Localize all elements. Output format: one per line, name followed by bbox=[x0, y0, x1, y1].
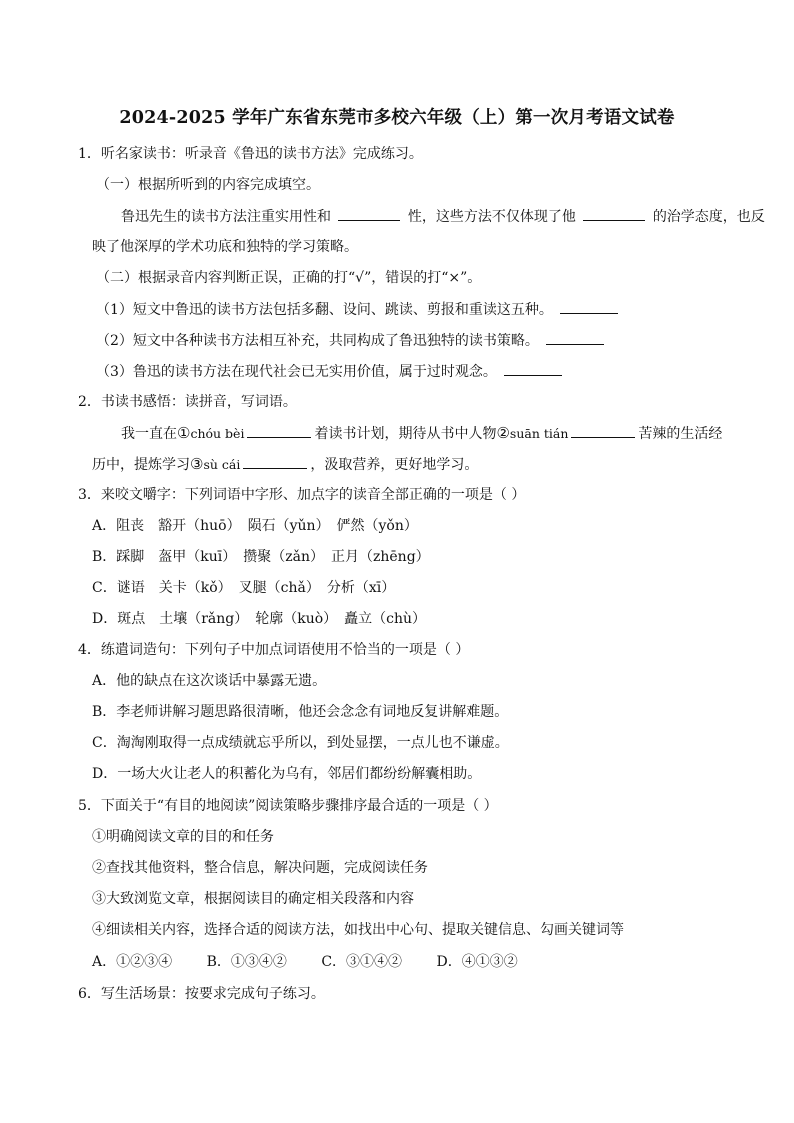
question-5-option-d[interactable]: D．④①③② bbox=[436, 954, 518, 970]
question-4-option-b[interactable]: B．李老师讲解习题思路很清晰，他还会念念有词地反复讲解难题。 bbox=[92, 704, 509, 720]
question-4-option-c[interactable]: C．淘淘刚取得一点成绩就忘乎所以，到处显摆，一点儿也不谦虚。 bbox=[92, 735, 509, 751]
fill-text-b: 性，这些方法不仅体现了他 bbox=[407, 209, 576, 225]
question-4-stem: 4．练遣词造句：下列句子中加点词语使用不恰当的一项是（ ） bbox=[78, 642, 470, 658]
question-5-option-b[interactable]: B．①③④② bbox=[206, 954, 287, 970]
pinyin-3: sù cái bbox=[203, 457, 241, 472]
question-3-option-c[interactable]: C．谜语 关卡（kǒ） 叉腿（chǎ） 分析（xī） bbox=[92, 580, 396, 596]
answer-blank[interactable] bbox=[546, 330, 604, 345]
question-5-option-a[interactable]: A．①②③④ bbox=[92, 954, 173, 970]
question-5-options bbox=[92, 952, 518, 972]
answer-blank[interactable] bbox=[504, 361, 562, 376]
answer-blank[interactable] bbox=[583, 206, 645, 221]
statement-3: （3）鲁迅的读书方法在现代社会已无实用价值，属于过时观念。 bbox=[96, 361, 565, 382]
pinyin-1: chóu bèi bbox=[190, 426, 245, 441]
answer-blank[interactable] bbox=[560, 299, 618, 314]
question-4-option-d[interactable]: D．一场大火让老人的积蓄化为乌有，邻居们都纷纷解囊相助。 bbox=[92, 766, 482, 782]
question-1-fill-cont: 映了他深厚的学术功底和独特的学习策略。 bbox=[92, 239, 358, 255]
question-1-part-1: （一）根据所听到的内容完成填空。 bbox=[96, 177, 320, 193]
question-5-step-3: ③大致浏览文章，根据阅读目的确定相关段落和内容 bbox=[92, 891, 414, 907]
question-1-fill-line bbox=[121, 206, 765, 227]
statement-2: （2）短文中各种读书方法相互补充，共同构成了鲁迅独特的读书策略。 bbox=[96, 330, 607, 351]
question-1-stem: 1．听名家读书：听录音《鲁迅的读书方法》完成练习。 bbox=[78, 146, 423, 162]
pinyin-2: suān tián bbox=[509, 426, 569, 441]
question-3-stem: 3．来咬文嚼字：下列词语中字形、加点字的读音全部正确的一项是（ ） bbox=[78, 487, 526, 503]
answer-blank[interactable] bbox=[243, 454, 307, 469]
fill-text-a: 鲁迅先生的读书方法注重实用性和 bbox=[121, 209, 331, 225]
question-5-stem: 5．下面关于“有目的地阅读”阅读策略步骤排序最合适的一项是（ ） bbox=[78, 798, 498, 814]
question-6-stem: 6．写生活场景：按要求完成句子练习。 bbox=[78, 986, 325, 1002]
question-2-line-2: 历中，提炼学习③sù cái ，汲取营养，更好地学习。 bbox=[92, 455, 479, 473]
answer-blank[interactable] bbox=[571, 423, 635, 438]
statement-1: （1）短文中鲁迅的读书方法包括多翻、设问、跳读、剪报和重读这五种。 bbox=[96, 299, 621, 320]
fill-text-c: 的治学态度，也反 bbox=[652, 209, 765, 225]
question-3-option-d[interactable]: D．斑点 土壤（rǎng） 轮廓（kuò） 矗立（chù） bbox=[92, 611, 427, 627]
question-4-option-a[interactable]: A．他的缺点在这次谈话中暴露无遗。 bbox=[92, 673, 327, 689]
question-2-stem: 2．书读书感悟：读拼音，写词语。 bbox=[78, 394, 297, 410]
question-5-option-c[interactable]: C．③①④② bbox=[321, 954, 403, 970]
answer-blank[interactable] bbox=[247, 423, 311, 438]
question-5-step-2: ②查找其他资料，整合信息，解决问题，完成阅读任务 bbox=[92, 860, 428, 876]
question-2-line-1: 我一直在①chóu bèi 着读书计划，期待从书中人物②suān tián 苦辣的生活经 bbox=[121, 424, 723, 442]
question-3-option-a[interactable]: A．阻丧 豁开（huō） 陨石（yǔn） 俨然（yǒn） bbox=[92, 518, 418, 534]
question-5-step-4: ④细读相关内容，选择合适的阅读方法，如找出中心句、提取关键信息、勾画关键词等 bbox=[92, 922, 624, 938]
question-1-part-2: （二）根据录音内容判断正误，正确的打“√”，错误的打“×”。 bbox=[96, 270, 482, 286]
page-title: 2024-2025 学年广东省东莞市多校六年级（上）第一次月考语文试卷 bbox=[119, 108, 675, 128]
question-5-step-1: ①明确阅读文章的目的和任务 bbox=[92, 829, 274, 845]
question-3-option-b[interactable]: B．踩脚 盔甲（kuī） 攒聚（zǎn） 正月（zhēng） bbox=[92, 549, 430, 565]
answer-blank[interactable] bbox=[338, 206, 400, 221]
